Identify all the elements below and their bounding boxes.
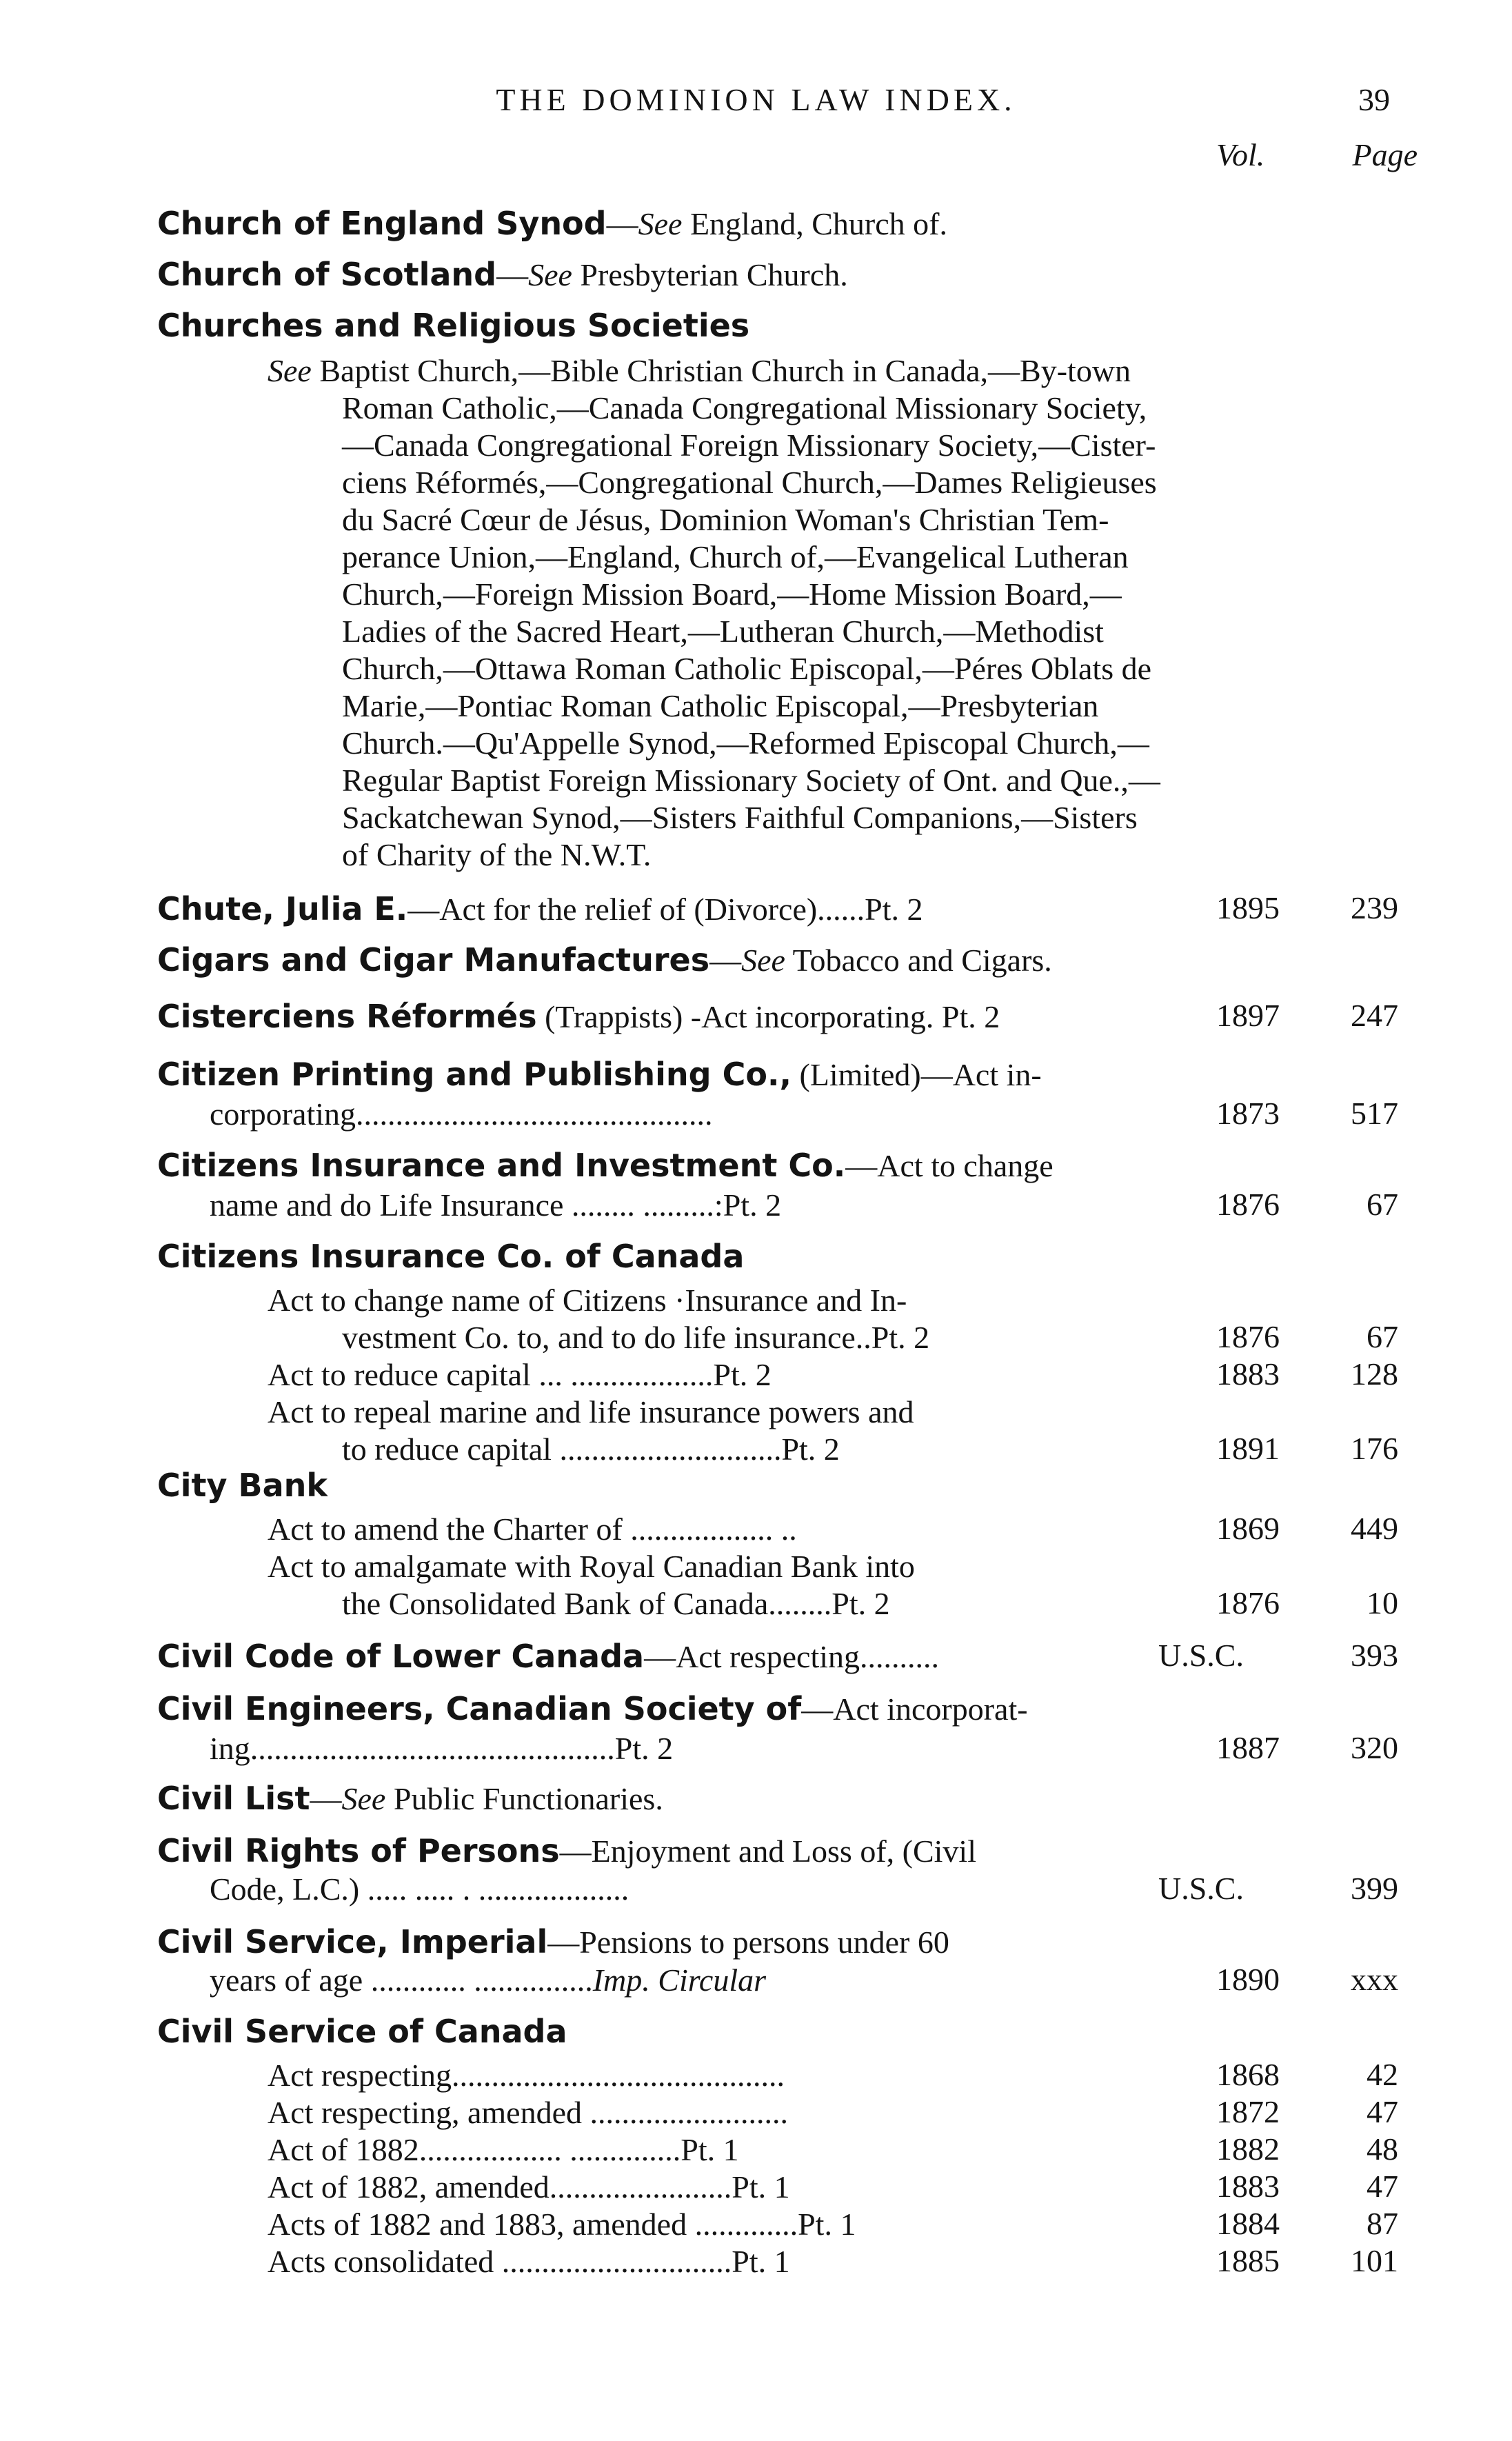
index-entry	[157, 1689, 1028, 1729]
page-ref: 399	[1351, 1871, 1398, 1906]
volume-year: 1883	[1216, 1356, 1280, 1392]
page-ref: 320	[1351, 1730, 1398, 1765]
entry-text: —Act respecting..........	[644, 1639, 940, 1674]
index-entry	[157, 1146, 1054, 1185]
see-list-line: Marie,—Pontiac Roman Catholic Episcopal,—Presbyterian	[342, 688, 1099, 723]
volume-year: 1876	[1216, 1187, 1280, 1222]
page-ref: 47	[1367, 2169, 1398, 2204]
sub-entry-continuation: the Consolidated Bank of Canada........Pt. 2	[342, 1586, 890, 1621]
see-reference: See	[268, 353, 312, 388]
index-entry	[157, 1237, 744, 1276]
index-entry	[157, 890, 923, 929]
entry-text: —Act for the relief of (Divorce)......Pt. 2	[407, 892, 923, 927]
index-entry	[157, 1831, 976, 1871]
page-ref: 48	[1367, 2131, 1398, 2167]
volume-column-heading: Vol.	[1216, 137, 1265, 172]
volume-year: 1884	[1216, 2206, 1280, 2241]
see-list-line: Regular Baptist Foreign Missionary Society of Ont. and Que.,—	[342, 763, 1160, 798]
entry-continuation: name and do Life Insurance ........ .........:Pt. 2	[210, 1187, 782, 1223]
see-list-line: ciens Réformés,—Congregational Church,—Dames Religieuses	[342, 465, 1157, 500]
sub-entry-continuation: to reduce capital ............................Pt. 2	[342, 1432, 840, 1467]
see-reference: See	[638, 206, 683, 241]
index-entry	[157, 1637, 939, 1676]
entry-heading: Chute, Julia E.	[157, 890, 408, 927]
entry-text-line	[268, 352, 1131, 390]
volume-year: 1876	[1216, 1319, 1280, 1354]
entry-text: (Limited)—Act in-	[799, 1057, 1042, 1092]
sub-entry-continuation: vestment Co. to, and to do life insurance..Pt. 2	[342, 1320, 930, 1355]
entry-continuation: corporating.............................................	[210, 1096, 713, 1132]
entry-text: Presbyterian Church.	[580, 257, 848, 292]
sub-entry-text: Act of 1882, amended.......................Pt. 1	[268, 2169, 790, 2204]
entry-heading: Civil Service, Imperial	[157, 1923, 548, 1960]
page-number: 39	[1358, 82, 1390, 117]
sub-entry-text: Act respecting..........................................	[268, 2058, 785, 2093]
sub-entry-text: Act of 1882.................. ..............Pt. 1	[268, 2132, 739, 2167]
entry-heading: Civil Engineers, Canadian Society of	[157, 1690, 802, 1727]
see-reference: See	[741, 943, 785, 978]
page-ref: 67	[1367, 1187, 1398, 1222]
entry-text: Public Functionaries.	[393, 1781, 663, 1816]
volume-year: U.S.C.	[1158, 1871, 1244, 1906]
entry-continuation: Code, L.C.) ..... ..... . ...................	[210, 1871, 629, 1907]
entry-heading: Cisterciens Réformés	[157, 998, 537, 1035]
see-list-line: Church,—Foreign Mission Board,—Home Mission Board,—	[342, 576, 1122, 612]
page-ref: xxx	[1351, 1962, 1398, 1997]
see-list-line: Sackatchewan Synod,—Sisters Faithful Companions,—Sisters	[342, 800, 1138, 835]
page-ref: 42	[1367, 2057, 1398, 2092]
page-ref: 67	[1367, 1319, 1398, 1354]
entry-text: England, Church of.	[689, 206, 947, 241]
index-entry	[157, 2012, 567, 2051]
volume-year: 1891	[1216, 1431, 1280, 1466]
see-list-line: Ladies of the Sacred Heart,—Lutheran Church,—Methodist	[342, 614, 1104, 649]
entry-heading: Civil List	[157, 1780, 310, 1817]
entry-text: —Enjoyment and Loss of, (Civil	[559, 1834, 976, 1869]
entry-heading: City Bank	[157, 1467, 327, 1504]
entry-heading: Citizens Insurance and Investment Co.	[157, 1147, 846, 1184]
volume-year: 1885	[1216, 2243, 1280, 2278]
entry-continuation	[210, 1961, 766, 2000]
sub-entry-text: Act to repeal marine and life insurance powers and	[268, 1394, 914, 1429]
page-ref: 10	[1367, 1585, 1398, 1620]
entry-continuation-text: years of age ............ ...............	[210, 1962, 593, 1998]
index-entry	[157, 1922, 949, 1962]
see-reference: See	[341, 1781, 386, 1816]
see-list-line: —Canada Congregational Foreign Missionary Society,—Cister-	[342, 428, 1156, 463]
see-list-line: Church.—Qu'Appelle Synod,—Reformed Episcopal Church,—	[342, 725, 1149, 761]
entry-text: Tobacco and Cigars.	[792, 943, 1052, 978]
see-list-line: perance Union,—England, Church of,—Evangelical Lutheran	[342, 539, 1129, 574]
entry-heading: Civil Code of Lower Canada	[157, 1638, 645, 1675]
entry-heading: Church of England Synod	[157, 205, 607, 242]
page-ref: 128	[1351, 1356, 1398, 1392]
entry-heading: Cigars and Cigar Manufactures	[157, 941, 710, 978]
sub-entry-text: Acts of 1882 and 1883, amended .............Pt. 1	[268, 2207, 856, 2242]
volume-year: 1872	[1216, 2094, 1280, 2129]
volume-year: 1873	[1216, 1096, 1280, 1131]
entry-continuation: ing..............................................Pt. 2	[210, 1731, 674, 1766]
entry-source: Imp. Circular	[592, 1962, 767, 1998]
index-entry	[157, 1055, 1042, 1094]
volume-year: 1895	[1216, 890, 1280, 925]
entry-heading: Church of Scotland	[157, 256, 497, 293]
see-list-line: Baptist Church,—Bible Christian Church in Canada,—By-town	[319, 353, 1131, 388]
page-ref: 47	[1367, 2094, 1398, 2129]
sub-entry-text: Act to change name of Citizens ·Insurance and In-	[268, 1283, 907, 1318]
volume-year: 1890	[1216, 1962, 1280, 1997]
see-list-line: du Sacré Cœur de Jésus, Dominion Woman's Christian Tem-	[342, 502, 1109, 537]
see-list-line: Roman Catholic,—Canada Congregational Missionary Society,	[342, 390, 1147, 425]
see-list-line: Church,—Ottawa Roman Catholic Episcopal,—Péres Oblats de	[342, 651, 1152, 686]
volume-year: 1876	[1216, 1585, 1280, 1620]
index-entry: Cigars and Cigar Manufactures—See Tobacco and Cigars.	[157, 941, 1052, 978]
volume-year: 1882	[1216, 2131, 1280, 2167]
running-title: THE DOMINION LAW INDEX.	[496, 82, 1016, 117]
entry-heading: Civil Rights of Persons	[157, 1832, 560, 1869]
entry-heading: Civil Service of Canada	[157, 2013, 567, 2050]
see-reference: See	[528, 257, 572, 292]
entry-text: —Pensions to persons under 60	[547, 1925, 949, 1960]
sub-entry-text: Acts consolidated .............................Pt. 1	[268, 2244, 790, 2279]
page-ref: 449	[1351, 1511, 1398, 1546]
page-ref: 239	[1351, 890, 1398, 925]
page-ref: 247	[1351, 998, 1398, 1033]
index-entry: Church of England Synod—See England, Church of.	[157, 205, 947, 242]
page-ref: 176	[1351, 1431, 1398, 1466]
index-entry	[157, 997, 1000, 1036]
page-ref: 101	[1351, 2243, 1398, 2278]
volume-year: 1887	[1216, 1730, 1280, 1765]
entry-text: —Act to change	[845, 1148, 1054, 1183]
see-list-line: of Charity of the N.W.T.	[342, 837, 652, 872]
entry-heading: Churches and Religious Societies	[157, 307, 750, 344]
sub-entry-text: Act to amalgamate with Royal Canadian Bank into	[268, 1549, 915, 1584]
index-entry: Civil List—See Public Functionaries.	[157, 1780, 663, 1817]
volume-year: 1897	[1216, 998, 1280, 1033]
volume-year: 1869	[1216, 1511, 1280, 1546]
sub-entry-text: Act to amend the Charter of .................. ..	[268, 1511, 797, 1547]
volume-year: 1883	[1216, 2169, 1280, 2204]
index-entry	[157, 1466, 327, 1505]
page-ref: 517	[1351, 1096, 1398, 1131]
entry-heading: Citizen Printing and Publishing Co.,	[157, 1056, 792, 1093]
volume-year: 1868	[1216, 2057, 1280, 2092]
entry-text: (Trappists) -Act incorporating. Pt. 2	[545, 999, 1000, 1034]
sub-entry-text: Act to reduce capital ... ..................Pt. 2	[268, 1357, 772, 1392]
volume-year: U.S.C.	[1158, 1638, 1244, 1673]
index-entry	[157, 306, 749, 345]
page-ref: 87	[1367, 2206, 1398, 2241]
page-column-heading: Page	[1352, 137, 1418, 172]
page-ref: 393	[1351, 1638, 1398, 1673]
entry-text: —Act incorporat-	[801, 1691, 1028, 1727]
index-entry: Church of Scotland—See Presbyterian Church.	[157, 256, 848, 293]
sub-entry-text: Act respecting, amended .........................	[268, 2095, 788, 2130]
entry-heading: Citizens Insurance Co. of Canada	[157, 1238, 745, 1275]
